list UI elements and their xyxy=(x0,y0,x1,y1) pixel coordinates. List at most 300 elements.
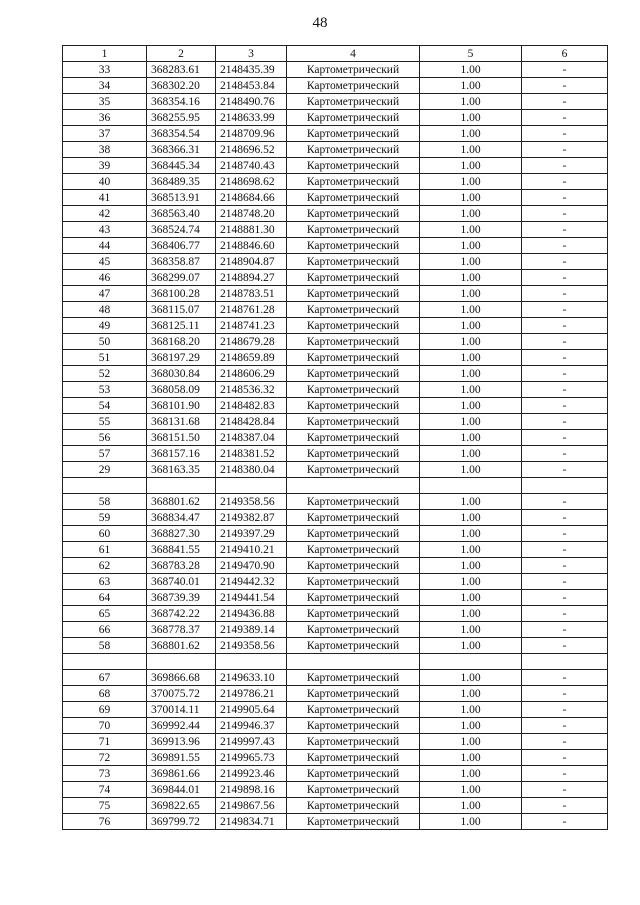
accuracy-cell: 1.00 xyxy=(420,174,522,190)
y-coordinate-cell: 2148435.39 xyxy=(216,62,287,78)
header-col-6: 6 xyxy=(522,46,608,62)
x-coordinate-cell: 368151.50 xyxy=(147,430,216,446)
method-cell: Картометрический xyxy=(287,286,420,302)
accuracy-cell: 1.00 xyxy=(420,718,522,734)
point-number-cell: 71 xyxy=(63,734,147,750)
table-row xyxy=(63,718,608,734)
note-cell: - xyxy=(522,734,608,750)
table-row xyxy=(63,542,608,558)
x-coordinate-cell: 368168.20 xyxy=(147,334,216,350)
method-cell: Картометрический xyxy=(287,94,420,110)
method-cell: Картометрический xyxy=(287,670,420,686)
accuracy-cell: 1.00 xyxy=(420,638,522,654)
x-coordinate-cell: 368163.35 xyxy=(147,462,216,478)
point-number-cell: 67 xyxy=(63,670,147,686)
point-number-cell: 72 xyxy=(63,750,147,766)
point-number-cell: 37 xyxy=(63,126,147,142)
note-cell: - xyxy=(522,750,608,766)
table-row xyxy=(63,398,608,414)
accuracy-cell: 1.00 xyxy=(420,94,522,110)
point-number-cell: 52 xyxy=(63,366,147,382)
accuracy-cell: 1.00 xyxy=(420,494,522,510)
x-coordinate-cell: 368354.54 xyxy=(147,126,216,142)
note-cell: - xyxy=(522,638,608,654)
table-row xyxy=(63,286,608,302)
table-body xyxy=(63,62,608,830)
x-coordinate-cell: 368358.87 xyxy=(147,254,216,270)
accuracy-cell xyxy=(420,654,522,670)
note-cell: - xyxy=(522,494,608,510)
y-coordinate-cell: 2149358.56 xyxy=(216,638,287,654)
note-cell: - xyxy=(522,782,608,798)
note-cell: - xyxy=(522,318,608,334)
header-col-4: 4 xyxy=(287,46,420,62)
y-coordinate-cell: 2148881.30 xyxy=(216,222,287,238)
y-coordinate-cell: 2148684.66 xyxy=(216,190,287,206)
table-row xyxy=(63,766,608,782)
point-number-cell xyxy=(63,654,147,670)
x-coordinate-cell: 368030.84 xyxy=(147,366,216,382)
x-coordinate-cell: 368740.01 xyxy=(147,574,216,590)
method-cell: Картометрический xyxy=(287,62,420,78)
x-coordinate-cell: 368489.35 xyxy=(147,174,216,190)
accuracy-cell: 1.00 xyxy=(420,622,522,638)
y-coordinate-cell: 2148761.28 xyxy=(216,302,287,318)
method-cell: Картометрический xyxy=(287,734,420,750)
y-coordinate-cell: 2148490.76 xyxy=(216,94,287,110)
accuracy-cell: 1.00 xyxy=(420,382,522,398)
point-number-cell: 38 xyxy=(63,142,147,158)
table-row xyxy=(63,206,608,222)
method-cell: Картометрический xyxy=(287,110,420,126)
x-coordinate-cell xyxy=(147,478,216,494)
y-coordinate-cell: 2148381.52 xyxy=(216,446,287,462)
point-number-cell: 43 xyxy=(63,222,147,238)
method-cell: Картометрический xyxy=(287,686,420,702)
accuracy-cell: 1.00 xyxy=(420,222,522,238)
method-cell: Картометрический xyxy=(287,542,420,558)
y-coordinate-cell: 2149905.64 xyxy=(216,702,287,718)
table-row xyxy=(63,318,608,334)
method-cell xyxy=(287,654,420,670)
table-row xyxy=(63,782,608,798)
point-number-cell: 73 xyxy=(63,766,147,782)
point-number-cell: 57 xyxy=(63,446,147,462)
y-coordinate-cell: 2148904.87 xyxy=(216,254,287,270)
y-coordinate-cell: 2148709.96 xyxy=(216,126,287,142)
x-coordinate-cell xyxy=(147,654,216,670)
y-coordinate-cell: 2148846.60 xyxy=(216,238,287,254)
method-cell: Картометрический xyxy=(287,638,420,654)
separator-row xyxy=(63,478,608,494)
x-coordinate-cell: 368445.34 xyxy=(147,158,216,174)
table-row xyxy=(63,446,608,462)
note-cell: - xyxy=(522,622,608,638)
accuracy-cell: 1.00 xyxy=(420,126,522,142)
table-row xyxy=(63,238,608,254)
point-number-cell: 34 xyxy=(63,78,147,94)
table-row xyxy=(63,110,608,126)
accuracy-cell: 1.00 xyxy=(420,574,522,590)
header-row xyxy=(63,46,608,62)
note-cell: - xyxy=(522,110,608,126)
method-cell: Картометрический xyxy=(287,558,420,574)
table-row xyxy=(63,462,608,478)
table-row xyxy=(63,558,608,574)
table-row xyxy=(63,510,608,526)
y-coordinate-cell: 2149834.71 xyxy=(216,814,287,830)
note-cell: - xyxy=(522,590,608,606)
x-coordinate-cell: 369844.01 xyxy=(147,782,216,798)
method-cell: Картометрический xyxy=(287,750,420,766)
accuracy-cell: 1.00 xyxy=(420,702,522,718)
note-cell: - xyxy=(522,366,608,382)
y-coordinate-cell: 2148748.20 xyxy=(216,206,287,222)
y-coordinate-cell xyxy=(216,478,287,494)
method-cell: Картометрический xyxy=(287,142,420,158)
note-cell: - xyxy=(522,814,608,830)
accuracy-cell xyxy=(420,478,522,494)
method-cell: Картометрический xyxy=(287,190,420,206)
coordinates-table xyxy=(62,45,608,830)
table-row xyxy=(63,494,608,510)
table-row xyxy=(63,222,608,238)
y-coordinate-cell: 2149382.87 xyxy=(216,510,287,526)
note-cell: - xyxy=(522,398,608,414)
accuracy-cell: 1.00 xyxy=(420,798,522,814)
y-coordinate-cell: 2149867.56 xyxy=(216,798,287,814)
point-number-cell: 69 xyxy=(63,702,147,718)
point-number-cell: 61 xyxy=(63,542,147,558)
x-coordinate-cell: 368524.74 xyxy=(147,222,216,238)
method-cell xyxy=(287,478,420,494)
table-row xyxy=(63,414,608,430)
table-row xyxy=(63,350,608,366)
point-number-cell: 68 xyxy=(63,686,147,702)
y-coordinate-cell: 2148428.84 xyxy=(216,414,287,430)
point-number-cell: 63 xyxy=(63,574,147,590)
note-cell: - xyxy=(522,190,608,206)
y-coordinate-cell: 2149786.21 xyxy=(216,686,287,702)
y-coordinate-cell: 2149358.56 xyxy=(216,494,287,510)
x-coordinate-cell: 368058.09 xyxy=(147,382,216,398)
point-number-cell: 29 xyxy=(63,462,147,478)
point-number-cell: 41 xyxy=(63,190,147,206)
y-coordinate-cell: 2148387.04 xyxy=(216,430,287,446)
point-number-cell: 54 xyxy=(63,398,147,414)
method-cell: Картометрический xyxy=(287,158,420,174)
table-row xyxy=(63,382,608,398)
point-number-cell: 66 xyxy=(63,622,147,638)
note-cell xyxy=(522,654,608,670)
accuracy-cell: 1.00 xyxy=(420,782,522,798)
method-cell: Картометрический xyxy=(287,350,420,366)
point-number-cell: 70 xyxy=(63,718,147,734)
table-row xyxy=(63,158,608,174)
note-cell: - xyxy=(522,254,608,270)
point-number-cell: 44 xyxy=(63,238,147,254)
x-coordinate-cell: 369913.96 xyxy=(147,734,216,750)
x-coordinate-cell: 368778.37 xyxy=(147,622,216,638)
accuracy-cell: 1.00 xyxy=(420,430,522,446)
note-cell: - xyxy=(522,126,608,142)
accuracy-cell: 1.00 xyxy=(420,318,522,334)
table-header xyxy=(63,46,608,62)
x-coordinate-cell: 368157.16 xyxy=(147,446,216,462)
note-cell: - xyxy=(522,670,608,686)
accuracy-cell: 1.00 xyxy=(420,254,522,270)
method-cell: Картометрический xyxy=(287,494,420,510)
x-coordinate-cell: 368115.07 xyxy=(147,302,216,318)
method-cell: Картометрический xyxy=(287,318,420,334)
method-cell: Картометрический xyxy=(287,126,420,142)
y-coordinate-cell: 2148453.84 xyxy=(216,78,287,94)
method-cell: Картометрический xyxy=(287,718,420,734)
x-coordinate-cell: 368513.91 xyxy=(147,190,216,206)
note-cell: - xyxy=(522,302,608,318)
table-row xyxy=(63,670,608,686)
x-coordinate-cell: 368739.39 xyxy=(147,590,216,606)
point-number-cell: 74 xyxy=(63,782,147,798)
y-coordinate-cell: 2149997.43 xyxy=(216,734,287,750)
method-cell: Картометрический xyxy=(287,302,420,318)
accuracy-cell: 1.00 xyxy=(420,366,522,382)
table-row xyxy=(63,526,608,542)
accuracy-cell: 1.00 xyxy=(420,142,522,158)
point-number-cell: 53 xyxy=(63,382,147,398)
note-cell: - xyxy=(522,94,608,110)
method-cell: Картометрический xyxy=(287,510,420,526)
accuracy-cell: 1.00 xyxy=(420,446,522,462)
y-coordinate-cell: 2149389.14 xyxy=(216,622,287,638)
y-coordinate-cell: 2148696.52 xyxy=(216,142,287,158)
table-row xyxy=(63,190,608,206)
accuracy-cell: 1.00 xyxy=(420,542,522,558)
y-coordinate-cell: 2149441.54 xyxy=(216,590,287,606)
method-cell: Картометрический xyxy=(287,622,420,638)
x-coordinate-cell: 368783.28 xyxy=(147,558,216,574)
header-col-3: 3 xyxy=(216,46,287,62)
note-cell: - xyxy=(522,206,608,222)
note-cell: - xyxy=(522,798,608,814)
method-cell: Картометрический xyxy=(287,254,420,270)
note-cell: - xyxy=(522,334,608,350)
note-cell: - xyxy=(522,414,608,430)
method-cell: Картометрический xyxy=(287,574,420,590)
point-number-cell: 65 xyxy=(63,606,147,622)
accuracy-cell: 1.00 xyxy=(420,670,522,686)
accuracy-cell: 1.00 xyxy=(420,110,522,126)
accuracy-cell: 1.00 xyxy=(420,398,522,414)
method-cell: Картометрический xyxy=(287,222,420,238)
point-number-cell: 62 xyxy=(63,558,147,574)
header-col-5: 5 xyxy=(420,46,522,62)
y-coordinate-cell: 2149442.32 xyxy=(216,574,287,590)
method-cell: Картометрический xyxy=(287,766,420,782)
table-row xyxy=(63,430,608,446)
y-coordinate-cell: 2149923.46 xyxy=(216,766,287,782)
table-row xyxy=(63,686,608,702)
table-row xyxy=(63,302,608,318)
x-coordinate-cell: 368101.90 xyxy=(147,398,216,414)
note-cell: - xyxy=(522,686,608,702)
note-cell: - xyxy=(522,606,608,622)
method-cell: Картометрический xyxy=(287,462,420,478)
y-coordinate-cell: 2148606.29 xyxy=(216,366,287,382)
point-number-cell: 46 xyxy=(63,270,147,286)
x-coordinate-cell: 368197.29 xyxy=(147,350,216,366)
x-coordinate-cell: 368302.20 xyxy=(147,78,216,94)
accuracy-cell: 1.00 xyxy=(420,158,522,174)
x-coordinate-cell: 368563.40 xyxy=(147,206,216,222)
point-number-cell: 42 xyxy=(63,206,147,222)
table-row xyxy=(63,622,608,638)
separator-row xyxy=(63,654,608,670)
method-cell: Картометрический xyxy=(287,382,420,398)
accuracy-cell: 1.00 xyxy=(420,686,522,702)
page-number: 48 xyxy=(312,15,328,31)
table-row xyxy=(63,94,608,110)
note-cell: - xyxy=(522,350,608,366)
point-number-cell: 55 xyxy=(63,414,147,430)
point-number-cell: 59 xyxy=(63,510,147,526)
point-number-cell: 39 xyxy=(63,158,147,174)
point-number-cell: 51 xyxy=(63,350,147,366)
note-cell: - xyxy=(522,174,608,190)
table-row xyxy=(63,334,608,350)
note-cell: - xyxy=(522,222,608,238)
x-coordinate-cell: 369992.44 xyxy=(147,718,216,734)
method-cell: Картометрический xyxy=(287,206,420,222)
point-number-cell xyxy=(63,478,147,494)
method-cell: Картометрический xyxy=(287,606,420,622)
x-coordinate-cell: 368742.22 xyxy=(147,606,216,622)
x-coordinate-cell: 368827.30 xyxy=(147,526,216,542)
method-cell: Картометрический xyxy=(287,366,420,382)
table-row xyxy=(63,142,608,158)
table-row xyxy=(63,254,608,270)
accuracy-cell: 1.00 xyxy=(420,558,522,574)
x-coordinate-cell: 368125.11 xyxy=(147,318,216,334)
y-coordinate-cell: 2148659.89 xyxy=(216,350,287,366)
method-cell: Картометрический xyxy=(287,78,420,94)
x-coordinate-cell: 368131.68 xyxy=(147,414,216,430)
point-number-cell: 50 xyxy=(63,334,147,350)
note-cell xyxy=(522,478,608,494)
point-number-cell: 75 xyxy=(63,798,147,814)
x-coordinate-cell: 370014.11 xyxy=(147,702,216,718)
table-row xyxy=(63,574,608,590)
method-cell: Картометрический xyxy=(287,590,420,606)
accuracy-cell: 1.00 xyxy=(420,734,522,750)
note-cell: - xyxy=(522,558,608,574)
table-row xyxy=(63,174,608,190)
x-coordinate-cell: 368841.55 xyxy=(147,542,216,558)
accuracy-cell: 1.00 xyxy=(420,350,522,366)
point-number-cell: 33 xyxy=(63,62,147,78)
table-row xyxy=(63,734,608,750)
x-coordinate-cell: 368801.62 xyxy=(147,494,216,510)
point-number-cell: 35 xyxy=(63,94,147,110)
x-coordinate-cell: 368834.47 xyxy=(147,510,216,526)
y-coordinate-cell: 2149633.10 xyxy=(216,670,287,686)
method-cell: Картометрический xyxy=(287,238,420,254)
y-coordinate-cell: 2148740.43 xyxy=(216,158,287,174)
header-col-1: 1 xyxy=(63,46,147,62)
note-cell: - xyxy=(522,462,608,478)
method-cell: Картометрический xyxy=(287,814,420,830)
method-cell: Картометрический xyxy=(287,398,420,414)
y-coordinate-cell: 2149410.21 xyxy=(216,542,287,558)
accuracy-cell: 1.00 xyxy=(420,206,522,222)
x-coordinate-cell: 368100.28 xyxy=(147,286,216,302)
accuracy-cell: 1.00 xyxy=(420,62,522,78)
method-cell: Картометрический xyxy=(287,702,420,718)
point-number-cell: 36 xyxy=(63,110,147,126)
accuracy-cell: 1.00 xyxy=(420,590,522,606)
table-row xyxy=(63,702,608,718)
note-cell: - xyxy=(522,718,608,734)
note-cell: - xyxy=(522,286,608,302)
point-number-cell: 58 xyxy=(63,494,147,510)
accuracy-cell: 1.00 xyxy=(420,286,522,302)
note-cell: - xyxy=(522,766,608,782)
y-coordinate-cell: 2148894.27 xyxy=(216,270,287,286)
method-cell: Картометрический xyxy=(287,798,420,814)
table-row xyxy=(63,606,608,622)
y-coordinate-cell: 2148380.04 xyxy=(216,462,287,478)
table-row xyxy=(63,270,608,286)
method-cell: Картометрический xyxy=(287,430,420,446)
y-coordinate-cell: 2149946.37 xyxy=(216,718,287,734)
accuracy-cell: 1.00 xyxy=(420,462,522,478)
point-number-cell: 40 xyxy=(63,174,147,190)
note-cell: - xyxy=(522,158,608,174)
point-number-cell: 45 xyxy=(63,254,147,270)
x-coordinate-cell: 370075.72 xyxy=(147,686,216,702)
method-cell: Картометрический xyxy=(287,526,420,542)
note-cell: - xyxy=(522,382,608,398)
method-cell: Картометрический xyxy=(287,446,420,462)
accuracy-cell: 1.00 xyxy=(420,814,522,830)
y-coordinate-cell: 2149436.88 xyxy=(216,606,287,622)
note-cell: - xyxy=(522,542,608,558)
y-coordinate-cell: 2149470.90 xyxy=(216,558,287,574)
y-coordinate-cell: 2148783.51 xyxy=(216,286,287,302)
note-cell: - xyxy=(522,510,608,526)
point-number-cell: 49 xyxy=(63,318,147,334)
point-number-cell: 56 xyxy=(63,430,147,446)
x-coordinate-cell: 368283.61 xyxy=(147,62,216,78)
method-cell: Картометрический xyxy=(287,174,420,190)
y-coordinate-cell: 2148741.23 xyxy=(216,318,287,334)
method-cell: Картометрический xyxy=(287,414,420,430)
table-row xyxy=(63,798,608,814)
point-number-cell: 47 xyxy=(63,286,147,302)
accuracy-cell: 1.00 xyxy=(420,766,522,782)
point-number-cell: 60 xyxy=(63,526,147,542)
accuracy-cell: 1.00 xyxy=(420,414,522,430)
y-coordinate-cell: 2148536.32 xyxy=(216,382,287,398)
x-coordinate-cell: 368366.31 xyxy=(147,142,216,158)
x-coordinate-cell: 369799.72 xyxy=(147,814,216,830)
table-row xyxy=(63,78,608,94)
x-coordinate-cell: 369822.65 xyxy=(147,798,216,814)
table-row xyxy=(63,126,608,142)
point-number-cell: 58 xyxy=(63,638,147,654)
header-col-2: 2 xyxy=(147,46,216,62)
y-coordinate-cell xyxy=(216,654,287,670)
